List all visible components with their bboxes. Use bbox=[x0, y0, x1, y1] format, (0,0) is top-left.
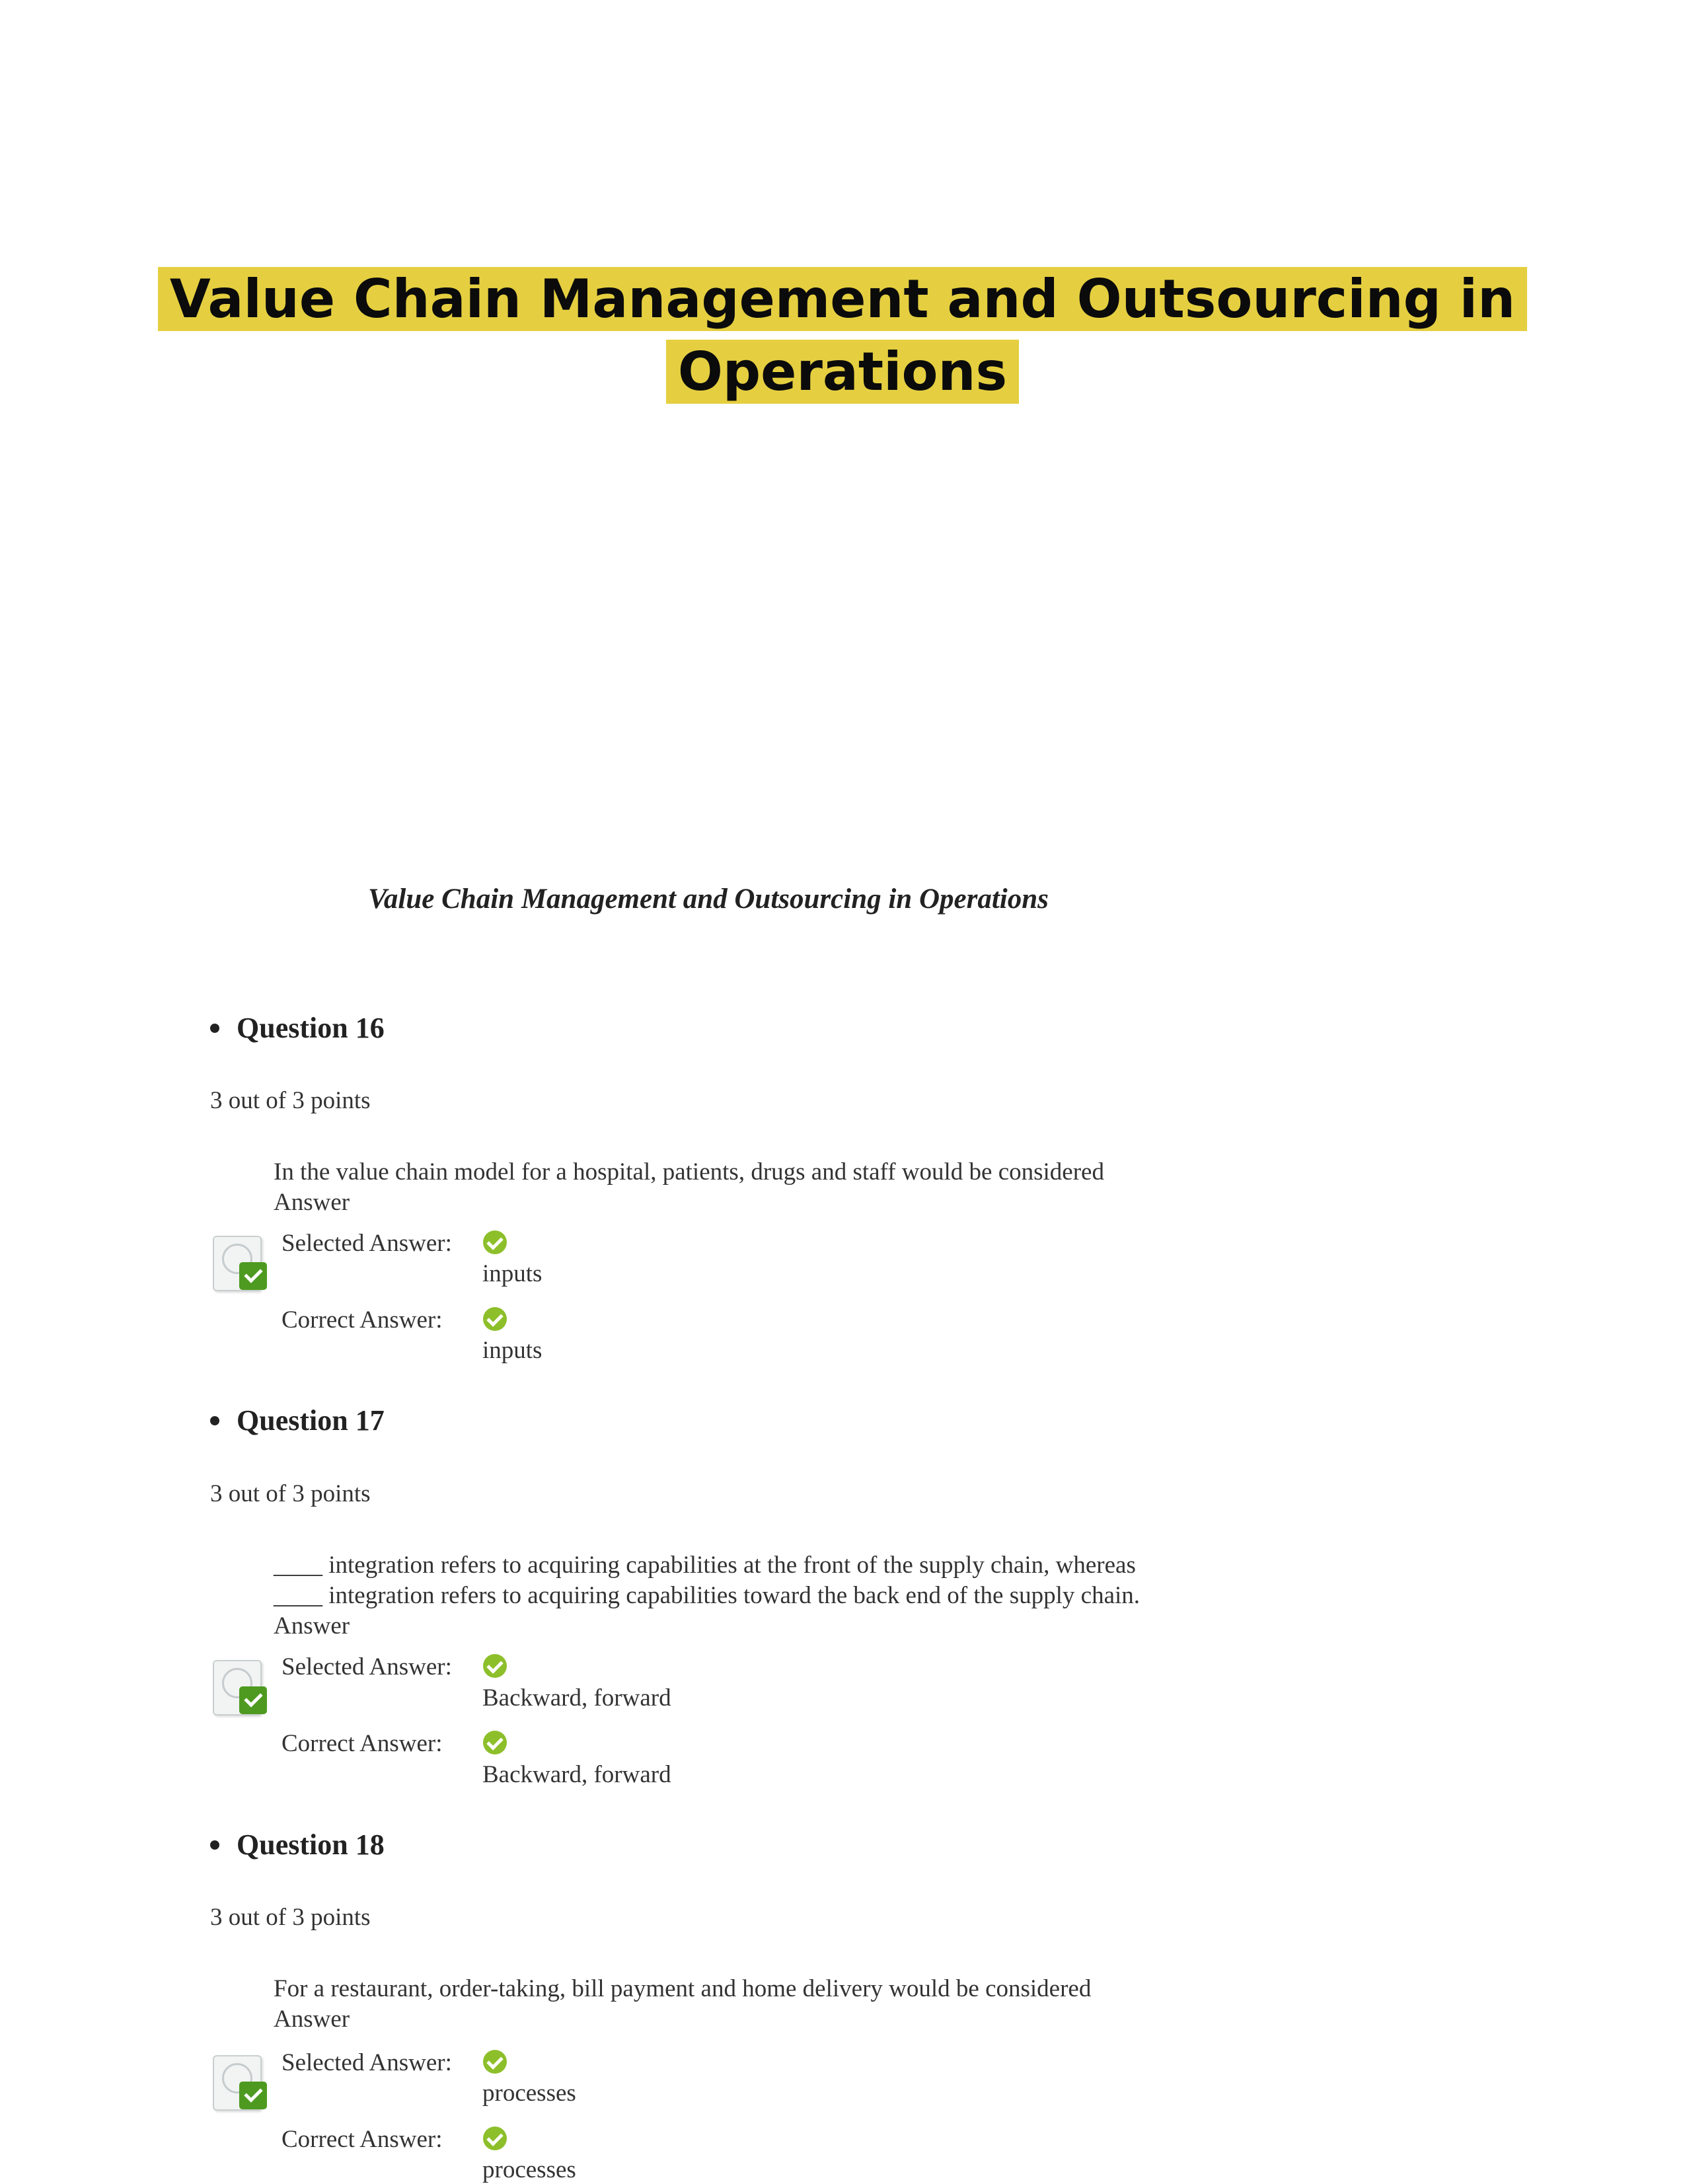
check-circle-icon bbox=[483, 1307, 507, 1331]
question-16-answer-label: Answer bbox=[274, 1189, 350, 1216]
graded-correct-icon bbox=[210, 2054, 267, 2111]
bullet-icon bbox=[210, 1024, 219, 1033]
question-16-points: 3 out of 3 points bbox=[210, 1087, 371, 1114]
check-circle-icon bbox=[483, 1230, 507, 1254]
question-16-title: Question 16 bbox=[237, 1012, 385, 1044]
question-18-text: For a restaurant, order-taking, bill payment and home delivery would be considered bbox=[274, 1975, 1092, 2002]
question-16-heading bbox=[210, 1011, 385, 1045]
question-16-correct-value: inputs bbox=[482, 1337, 543, 1364]
question-18-title: Question 18 bbox=[237, 1828, 385, 1861]
document-subtitle: Value Chain Management and Outsourcing in Operations bbox=[368, 884, 1049, 915]
question-18-selected-label: Selected Answer: bbox=[281, 2049, 452, 2076]
question-18-points: 3 out of 3 points bbox=[210, 1904, 371, 1931]
question-17-correct-label: Correct Answer: bbox=[281, 1730, 443, 1757]
bullet-icon bbox=[210, 1840, 219, 1850]
question-18-heading bbox=[210, 1828, 385, 1862]
question-17-answer-label: Answer bbox=[274, 1612, 350, 1639]
question-17-selected-value: Backward, forward bbox=[482, 1684, 671, 1712]
question-17-correct-value: Backward, forward bbox=[482, 1761, 671, 1788]
check-circle-icon bbox=[483, 2050, 507, 2074]
question-18-correct-label: Correct Answer: bbox=[281, 2126, 443, 2153]
graded-correct-icon bbox=[210, 1234, 267, 1291]
question-17-heading bbox=[210, 1404, 385, 1437]
question-16-text: In the value chain model for a hospital, patients, drugs and staff would be considered bbox=[274, 1158, 1104, 1186]
question-17-text-line-2: ____ integration refers to acquiring capabilities toward the back end of the supply chain. bbox=[274, 1582, 1141, 1609]
check-circle-icon bbox=[483, 2127, 507, 2150]
question-17-selected-label: Selected Answer: bbox=[281, 1653, 452, 1680]
question-17-points: 3 out of 3 points bbox=[210, 1480, 371, 1507]
question-16-selected-value: inputs bbox=[482, 1260, 543, 1287]
question-18-answer-label: Answer bbox=[274, 2006, 350, 2033]
question-18-correct-value: processes bbox=[482, 2156, 576, 2183]
document-title bbox=[0, 263, 1685, 408]
check-circle-icon bbox=[483, 1731, 507, 1754]
check-circle-icon bbox=[483, 1654, 507, 1678]
question-18-selected-value: processes bbox=[482, 2080, 576, 2107]
graded-correct-icon bbox=[210, 1659, 267, 1715]
bullet-icon bbox=[210, 1416, 219, 1425]
question-17-text-line-1: ____ integration refers to acquiring capabilities at the front of the supply chain, whereas bbox=[274, 1552, 1136, 1579]
document-title-text: Value Chain Management and Outsourcing in Operations bbox=[158, 267, 1527, 404]
question-17-title: Question 17 bbox=[237, 1404, 385, 1437]
question-16-selected-label: Selected Answer: bbox=[281, 1230, 452, 1257]
question-16-correct-label: Correct Answer: bbox=[281, 1306, 443, 1334]
